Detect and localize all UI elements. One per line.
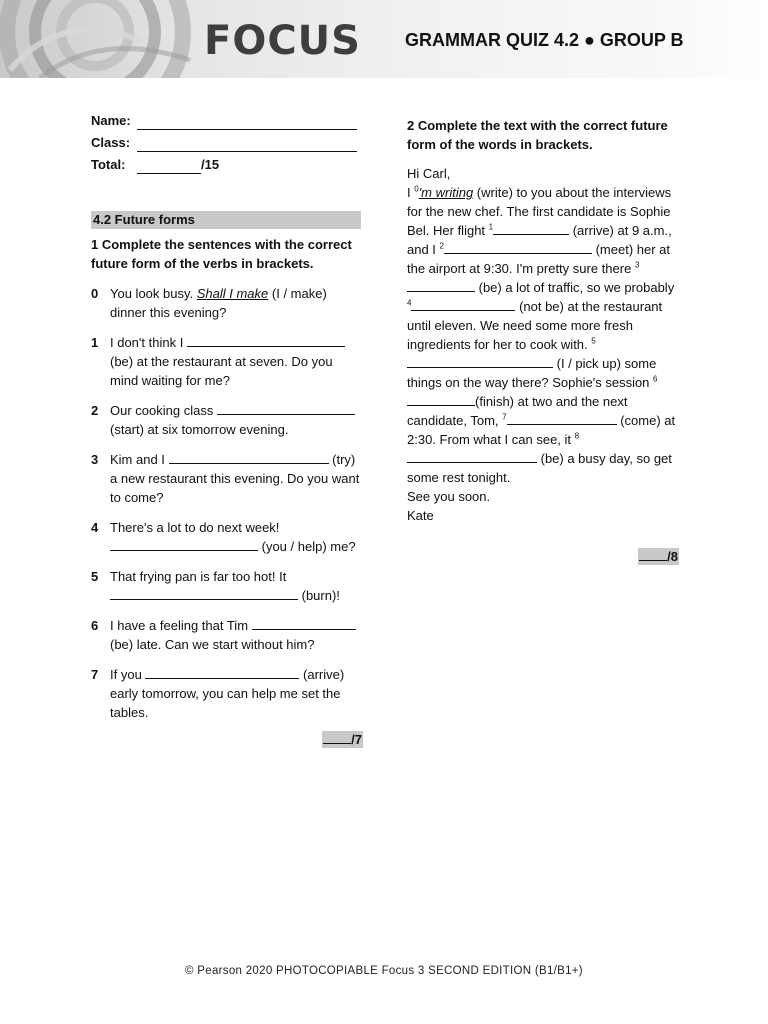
class-row (91, 130, 363, 152)
header-banner (0, 0, 768, 78)
letter-example-answer: 'm writing (418, 185, 474, 200)
exercise1-item-5: 5 That frying pan is far too hot! It (burn)! (91, 569, 340, 603)
exercise1-instruction: 1 Complete the sentences with the correct future form of the verbs in brackets. (91, 237, 352, 271)
focus-logo: FOCUS (204, 18, 361, 64)
letter-blank-8[interactable] (407, 449, 537, 463)
class-label: Class: (91, 135, 131, 150)
letter-greeting: Hi Carl, (407, 166, 451, 181)
name-row (91, 108, 363, 130)
answer-blank-4[interactable] (110, 537, 258, 551)
letter-blank-7[interactable] (507, 411, 617, 425)
exercise2-score-wrap (407, 547, 679, 566)
letter-signature: Kate (407, 508, 434, 523)
letter-blank-3[interactable] (407, 278, 475, 292)
letter-blank-1[interactable] (493, 221, 569, 235)
exercise2-instruction: 2 Complete the text with the correct future form of the words in brackets. (407, 118, 668, 152)
exercise1-item-7: 7 If you (arrive) early tomorrow, you can help me set the tables. (91, 667, 345, 720)
letter-blank-5[interactable] (407, 354, 553, 368)
letter-closing: See you soon. (407, 489, 491, 504)
section-title: 4.2 Future forms (91, 211, 361, 229)
exercise1-item-6: 6 I have a feeling that Tim (be) late. Can we start without him? (91, 616, 363, 654)
letter-blank-4[interactable] (411, 297, 515, 311)
example-answer: Shall I make (196, 286, 269, 301)
total-label: Total: (91, 157, 126, 172)
answer-blank-1[interactable] (187, 333, 345, 347)
exercise1-score: /7 (322, 731, 363, 748)
answer-blank-2[interactable] (217, 401, 355, 415)
exercise1-item-0: 0 You look busy. Shall I make (I / make) dinner this evening? (91, 286, 327, 320)
total-row (91, 152, 363, 174)
exercise1-item-3: 3 Kim and I (try) a new restaurant this evening. Do you want to come? (91, 452, 360, 505)
letter-blank-6[interactable] (407, 392, 475, 406)
answer-blank-3[interactable] (169, 450, 329, 464)
letter-blank-2[interactable] (444, 240, 592, 254)
class-field[interactable] (137, 137, 357, 152)
quiz-title: GRAMMAR QUIZ 4.2 ● GROUP B (405, 30, 684, 50)
exercise1-item-4: 4 There's a lot to do next week! (you / help) me? (91, 520, 356, 554)
answer-blank-7[interactable] (145, 665, 299, 679)
right-column (407, 116, 679, 566)
total-field[interactable] (137, 159, 201, 174)
score-blank[interactable] (323, 731, 351, 744)
letter-body: I $^0$'m writing (write) to you about the interviews for the new chef. The first candidate is Sophie Bel. Her flight $^1$ (arrive) at 9 a.m., and I $^2$ (meet) her at the airport at 9:30. I'm pretty sure there $^3$ (be) a lot of traffic, so we probably $^4$ (not be) at the restaurant until eleven. We need some more fresh ingredients for her to cook with. $^5$ (I / pick up) some things on the way there? Sophie's session $^6$(finish) at two and the next candidate, Tom, $^7$ (come) at 2:30. From what I can see, it $^8$ (be) a busy day, so get some rest tonight. (407, 184, 676, 485)
exercise2-score: /8 (638, 548, 679, 565)
page-footer: © Pearson 2020 PHOTOCOPIABLE Focus 3 SECOND EDITION (B1/B1+) (185, 965, 583, 977)
decorative-swirl (0, 0, 200, 78)
name-field[interactable] (137, 115, 357, 130)
letter-text (407, 164, 679, 525)
answer-blank-6[interactable] (252, 616, 356, 630)
score-blank[interactable] (639, 548, 667, 561)
exercise1-item-2: 2 Our cooking class (start) at six tomorrow evening. (91, 401, 363, 439)
exercise1-score-wrap (91, 730, 363, 749)
exercise1-item-1: 1 I don't think I (be) at the restaurant at seven. Do you mind waiting for me? (91, 333, 363, 390)
left-column (91, 108, 363, 749)
total-suffix: /15 (201, 157, 220, 172)
answer-blank-5[interactable] (110, 586, 298, 600)
name-label: Name: (91, 113, 131, 128)
